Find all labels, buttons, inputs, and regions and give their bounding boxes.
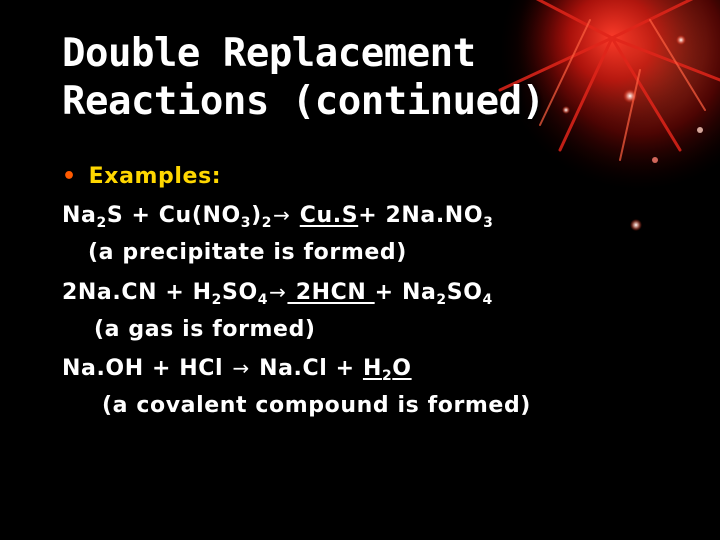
arrow-icon: → [269,279,287,304]
r3-p2-sub: 2 [381,367,393,384]
arrow-icon: → [232,355,250,380]
r1-cuno: S + Cu(NO [106,203,241,229]
arrow-icon: → [273,203,291,228]
reaction-2-equation [62,273,531,311]
reaction-2-note: (a gas is formed) [94,316,316,342]
examples-label: Examples: [88,164,222,189]
r2-p2-rest: SO [446,279,483,305]
r3-p2-o: O [392,355,412,381]
r3-p2-h: H [362,355,382,381]
r1-plus: + 2Na.NO [358,203,484,229]
r2-p2-sub: 2 [436,291,447,308]
r1-sub: 2 [96,215,107,232]
r2-r1-sub: 2 [211,291,222,308]
r2-product-1: 2HCN [287,279,375,305]
reaction-3-equation [62,349,531,387]
r1-product-1: Cu.S [299,203,359,229]
r1-sub2: 3 [240,215,252,232]
reaction-1-note: (a precipitate is formed) [88,240,407,266]
r2-r1: 2Na.CN + H [62,279,212,305]
r1-sub3: 2 [261,215,273,232]
r2-r2-sub: 4 [257,291,269,308]
reaction-1-equation [62,196,531,234]
title-line-2: Reactions (continued) [62,79,545,124]
r1-na: Na [62,203,97,229]
reaction-3-note: (a covalent compound is formed) [102,393,531,419]
r2-p2-sub2: 4 [482,291,493,308]
r1-p2-sub: 3 [483,215,494,232]
r3-product-1: Na.Cl + [250,355,363,381]
examples-heading [62,158,531,196]
r2-r2: SO [222,279,258,305]
bullet-icon: • [62,164,77,189]
r3-product-2 [362,355,412,384]
slide-body [62,158,531,425]
title-line-1: Double Replacement [62,31,476,76]
r2-plus: + Na [374,279,437,305]
r3-reactants: Na.OH + HCl [62,355,232,381]
slide-title [62,30,545,126]
r1-paren: ) [251,203,262,229]
